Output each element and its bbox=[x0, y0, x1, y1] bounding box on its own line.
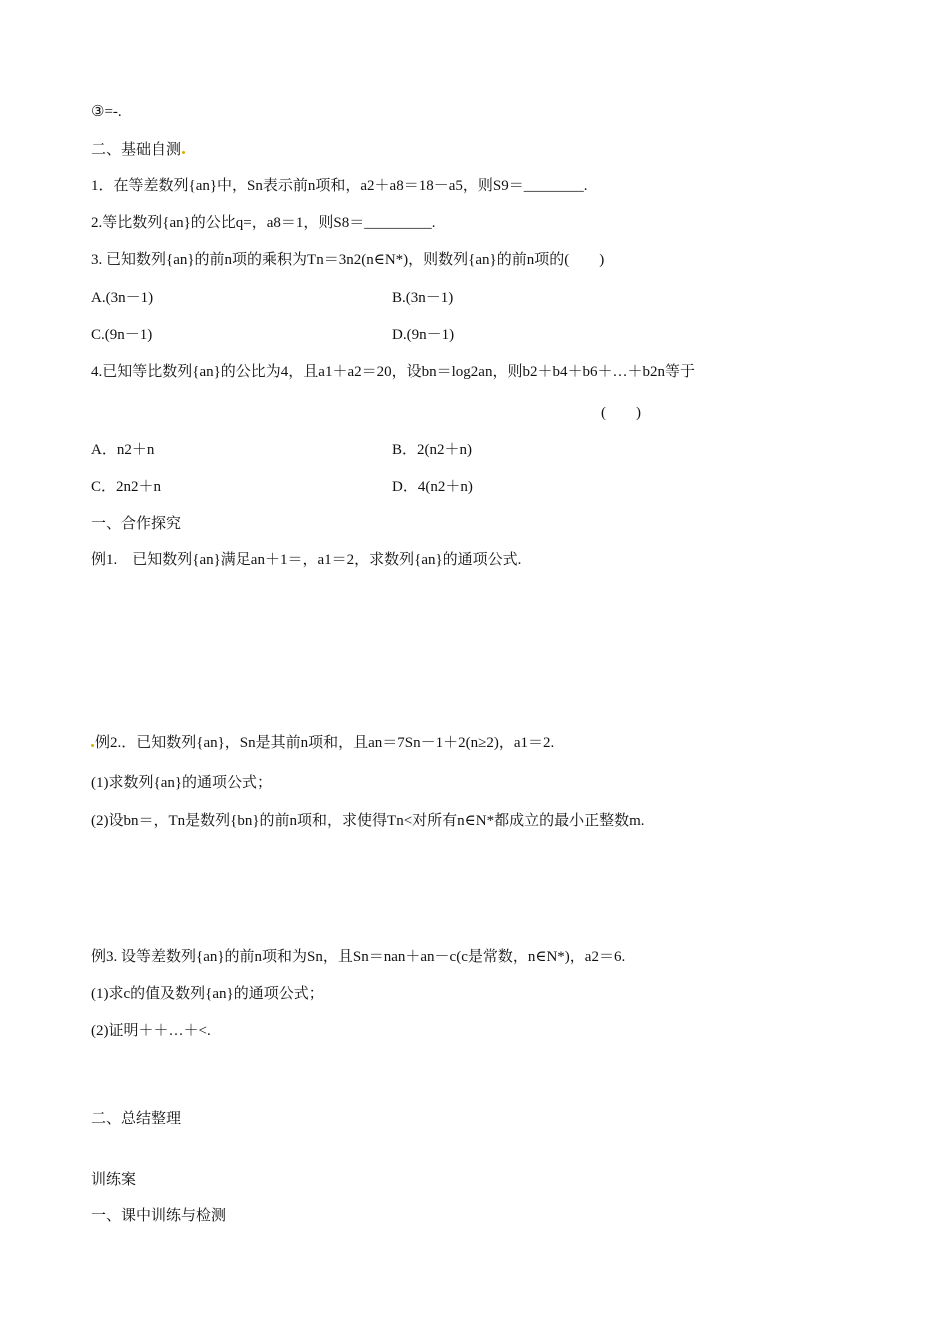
question-1: 1．在等差数列{an}中，Sn表示前n项和，a2＋a8＝18－a5，则S9＝________. bbox=[91, 178, 588, 194]
question-4-option-d: D．4(n2＋n) bbox=[392, 479, 473, 495]
question-4-option-a: A．n2＋n bbox=[91, 442, 155, 458]
question-3-option-b: B.(3n－1) bbox=[392, 290, 454, 306]
example-2-part-1: (1)求数列{an}的通项公式； bbox=[91, 775, 273, 791]
example-2: 例2.．已知数列{an}，Sn是其前n项和，且an＝7Sn－1＋2(n≥2)，a1＝2. bbox=[91, 733, 554, 753]
edit-marker bbox=[182, 151, 185, 154]
section-cooperative-inquiry: 一、合作探究 bbox=[91, 516, 182, 532]
question-3-option-a: A.(3n－1) bbox=[91, 290, 154, 306]
question-3-option-d: D.(9n－1) bbox=[392, 327, 455, 343]
example-3: 例3. 设等差数列{an}的前n项和为Sn，且Sn＝nan＋an－c(c是常数，n∈N*)，a2＝6. bbox=[91, 949, 626, 965]
example-2-part-2: (2)设bn＝，Tn是数列{bn}的前n项和，求使得Tn<对所有n∈N*都成立的最小正整数m. bbox=[91, 813, 645, 829]
question-4-option-b: B．2(n2＋n) bbox=[392, 442, 472, 458]
section-in-class-training: 一、课中训练与检测 bbox=[91, 1208, 227, 1224]
question-2: 2.等比数列{an}的公比q=，a8＝1，则S8＝_________. bbox=[91, 215, 436, 231]
training-title: 训练案 bbox=[91, 1172, 137, 1188]
example-3-part-1: (1)求c的值及数列{an}的通项公式； bbox=[91, 986, 324, 1002]
section-summary: 二、总结整理 bbox=[91, 1111, 182, 1127]
example-3-part-2: (2)证明＋＋…＋<. bbox=[91, 1023, 211, 1039]
question-3-option-c: C.(9n－1) bbox=[91, 327, 153, 343]
example-1: 例1. 已知数列{an}满足an＋1＝，a1＝2，求数列{an}的通项公式. bbox=[91, 552, 522, 568]
question-4: 4.已知等比数列{an}的公比为4，且a1＋a2＝20，设bn＝log2an，则b2＋b4＋b6＋…＋b2n等于 bbox=[91, 364, 695, 380]
question-4-option-c: C．2n2＋n bbox=[91, 479, 162, 495]
edit-marker bbox=[91, 744, 94, 747]
line-formula-3: ③=-. bbox=[91, 104, 122, 120]
question-3: 3. 已知数列{an}的前n项的乘积为Tn＝3n2(n∈N*)，则数列{an}的前n项的( ) bbox=[91, 252, 605, 268]
question-4-answer-paren: ( ) bbox=[601, 405, 641, 421]
section-basic-self-test: 二、基础自测 bbox=[91, 140, 185, 160]
